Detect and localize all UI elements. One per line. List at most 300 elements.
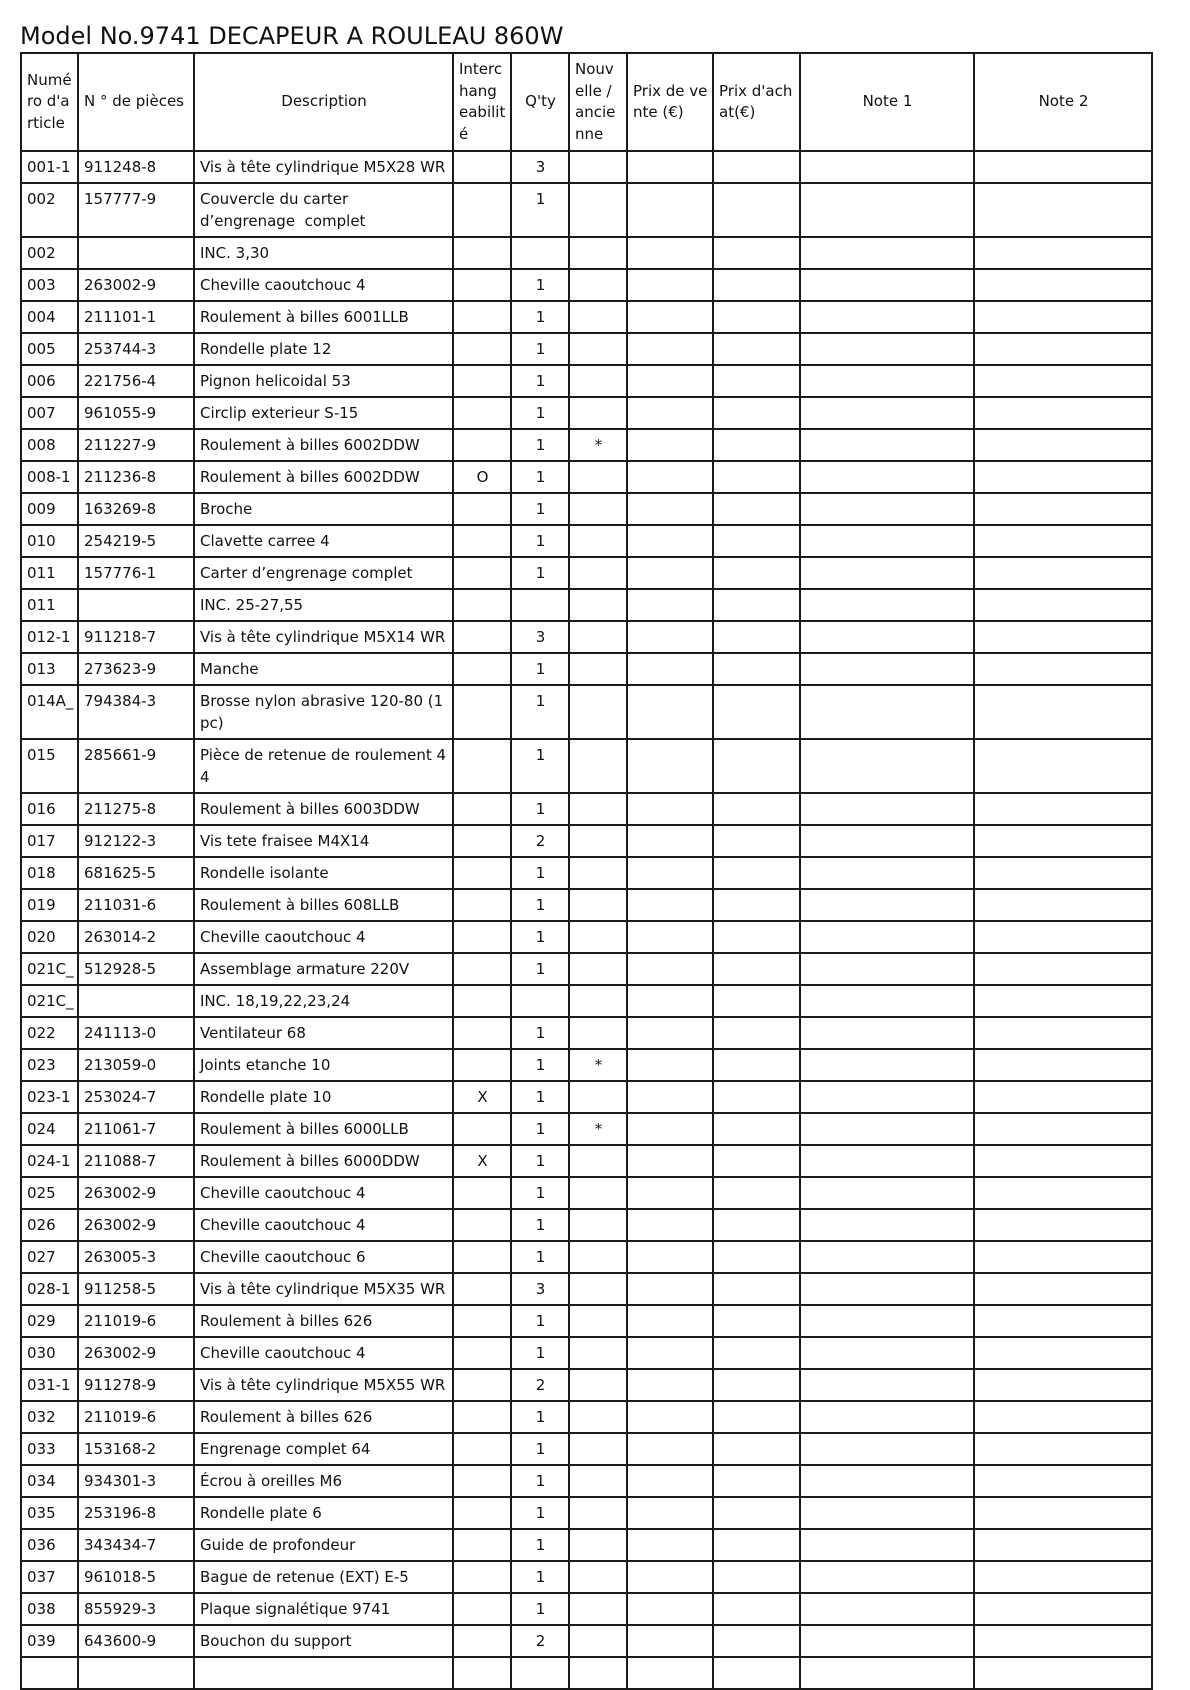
cell-interchangeability: X	[453, 1145, 511, 1177]
cell-description: Rondelle isolante	[194, 857, 453, 889]
cell-qty: 1	[511, 1049, 569, 1081]
cell-note2	[974, 653, 1152, 685]
cell-note1	[800, 1465, 974, 1497]
cell-description: Vis à tête cylindrique M5X28 WR	[194, 151, 453, 183]
cell-purchase-price	[713, 1273, 800, 1305]
cell-purchase-price	[713, 889, 800, 921]
cell-note1	[800, 333, 974, 365]
cell-description: Vis à tête cylindrique M5X55 WR	[194, 1369, 453, 1401]
cell-sale-price	[627, 825, 713, 857]
cell-note2	[974, 1273, 1152, 1305]
cell-part-no: 211061-7	[78, 1113, 194, 1145]
cell-article: 001-1	[21, 151, 78, 183]
cell-part-no: 855929-3	[78, 1593, 194, 1625]
table-row	[21, 985, 1152, 1017]
cell-sale-price	[627, 621, 713, 653]
cell-note2	[974, 1401, 1152, 1433]
cell-purchase-price	[713, 557, 800, 589]
cell-interchangeability	[453, 301, 511, 333]
cell-description: Manche	[194, 653, 453, 685]
cell-note2	[974, 301, 1152, 333]
cell-description: Bague de retenue (EXT) E-5	[194, 1561, 453, 1593]
cell-qty: 1	[511, 1401, 569, 1433]
cell-sale-price	[627, 985, 713, 1017]
cell-part-no: 211031-6	[78, 889, 194, 921]
cell-interchangeability	[453, 333, 511, 365]
cell-article: 025	[21, 1177, 78, 1209]
cell-purchase-price	[713, 825, 800, 857]
cell-note2	[974, 889, 1152, 921]
cell-new-old	[569, 269, 627, 301]
cell-new-old	[569, 397, 627, 429]
header-article: Numé ro d'a rticle	[21, 53, 78, 151]
cell-part-no: 285661-9	[78, 739, 194, 793]
cell-description: Couvercle du carter d’engrenage complet	[194, 183, 453, 237]
cell-sale-price	[627, 1529, 713, 1561]
cell-sale-price	[627, 429, 713, 461]
cell-qty: 1	[511, 1177, 569, 1209]
table-row	[21, 589, 1152, 621]
table-row	[21, 183, 1152, 237]
cell-description: Guide de profondeur	[194, 1529, 453, 1561]
cell-sale-price	[627, 953, 713, 985]
cell-sale-price	[627, 1081, 713, 1113]
cell-purchase-price	[713, 793, 800, 825]
cell-interchangeability	[453, 1465, 511, 1497]
table-row	[21, 365, 1152, 397]
cell-note2	[974, 365, 1152, 397]
cell-note1	[800, 589, 974, 621]
cell-sale-price	[627, 1625, 713, 1657]
cell-qty: 1	[511, 953, 569, 985]
cell-purchase-price	[713, 1465, 800, 1497]
header-purchase-price: Prix d'ach at(€)	[713, 53, 800, 151]
cell-part-no: 263005-3	[78, 1241, 194, 1273]
cell-new-old	[569, 793, 627, 825]
cell-article: 013	[21, 653, 78, 685]
cell-note2	[974, 429, 1152, 461]
table-row	[21, 1081, 1152, 1113]
cell-description: Circlip exterieur S-15	[194, 397, 453, 429]
cell-description: INC. 3,30	[194, 237, 453, 269]
cell-new-old	[569, 461, 627, 493]
table-row	[21, 151, 1152, 183]
cell-qty: 1	[511, 1465, 569, 1497]
cell-sale-price	[627, 365, 713, 397]
cell-purchase-price	[713, 653, 800, 685]
cell-part-no: 934301-3	[78, 1465, 194, 1497]
cell-purchase-price	[713, 1177, 800, 1209]
cell-purchase-price	[713, 1145, 800, 1177]
cell-sale-price	[627, 151, 713, 183]
cell-purchase-price	[713, 269, 800, 301]
cell-note1	[800, 525, 974, 557]
cell-new-old	[569, 1433, 627, 1465]
document-title: Model No.9741 DECAPEUR A ROULEAU 860W	[20, 22, 564, 50]
cell-part-no: 211088-7	[78, 1145, 194, 1177]
cell-description: Carter d’engrenage complet	[194, 557, 453, 589]
cell-purchase-price	[713, 493, 800, 525]
table-row	[21, 1497, 1152, 1529]
cell-interchangeability	[453, 557, 511, 589]
cell-part-no: 211019-6	[78, 1305, 194, 1337]
cell-description: Roulement à billes 6001LLB	[194, 301, 453, 333]
cell-article: 014A_	[21, 685, 78, 739]
cell-qty: 1	[511, 397, 569, 429]
cell-interchangeability	[453, 397, 511, 429]
cell-purchase-price	[713, 1401, 800, 1433]
cell-interchangeability	[453, 269, 511, 301]
cell-note2	[974, 1625, 1152, 1657]
cell-note1	[800, 1081, 974, 1113]
cell-purchase-price	[713, 1305, 800, 1337]
cell-sale-price	[627, 301, 713, 333]
table-row	[21, 1241, 1152, 1273]
cell-note1	[800, 793, 974, 825]
cell-sale-price	[627, 1017, 713, 1049]
cell-note1	[800, 365, 974, 397]
cell-sale-price	[627, 269, 713, 301]
cell-interchangeability	[453, 1209, 511, 1241]
cell-new-old	[569, 493, 627, 525]
cell-note2	[974, 1241, 1152, 1273]
cell-description: INC. 25-27,55	[194, 589, 453, 621]
cell-interchangeability	[453, 1049, 511, 1081]
cell-note1	[800, 1273, 974, 1305]
cell-new-old	[569, 921, 627, 953]
cell-interchangeability	[453, 1529, 511, 1561]
cell-purchase-price	[713, 461, 800, 493]
cell-note1	[800, 397, 974, 429]
cell-article: 002	[21, 237, 78, 269]
cell-new-old	[569, 1625, 627, 1657]
cell-note2	[974, 589, 1152, 621]
cell-new-old	[569, 1497, 627, 1529]
cell-note1	[800, 1337, 974, 1369]
cell-sale-price	[627, 1145, 713, 1177]
cell-article: 005	[21, 333, 78, 365]
cell-note1	[800, 151, 974, 183]
cell-note2	[974, 1593, 1152, 1625]
cell-article: 036	[21, 1529, 78, 1561]
cell-description: Pièce de retenue de roulement 4 4	[194, 739, 453, 793]
cell-new-old	[569, 1241, 627, 1273]
cell-interchangeability	[453, 1241, 511, 1273]
cell-interchangeability	[453, 183, 511, 237]
cell-article: 007	[21, 397, 78, 429]
cell-note2	[974, 1561, 1152, 1593]
cell-part-no: 911248-8	[78, 151, 194, 183]
cell-qty: 1	[511, 1561, 569, 1593]
cell-article: 035	[21, 1497, 78, 1529]
cell-part-no: 263002-9	[78, 1209, 194, 1241]
cell-note2	[974, 183, 1152, 237]
cell-part-no: 263014-2	[78, 921, 194, 953]
cell-description: Cheville caoutchouc 4	[194, 921, 453, 953]
cell-note1	[800, 1241, 974, 1273]
cell-interchangeability	[453, 151, 511, 183]
cell-note1	[800, 1113, 974, 1145]
cell-interchangeability	[453, 921, 511, 953]
cell-part-no: 211236-8	[78, 461, 194, 493]
cell-note2	[974, 269, 1152, 301]
cell-note1	[800, 1625, 974, 1657]
cell-interchangeability	[453, 1561, 511, 1593]
cell-part-no: 961055-9	[78, 397, 194, 429]
cell-part-no: 681625-5	[78, 857, 194, 889]
cell-interchangeability	[453, 793, 511, 825]
cell-note2	[974, 1369, 1152, 1401]
cell-qty: 1	[511, 269, 569, 301]
table-row	[21, 1465, 1152, 1497]
cell-new-old	[569, 889, 627, 921]
table-row	[21, 1625, 1152, 1657]
cell-description: Clavette carree 4	[194, 525, 453, 557]
cell-part-no: 912122-3	[78, 825, 194, 857]
cell-note1	[800, 857, 974, 889]
header-qty: Q'ty	[511, 53, 569, 151]
cell-note1	[800, 739, 974, 793]
cell-note2	[974, 621, 1152, 653]
table-row	[21, 1529, 1152, 1561]
cell-part-no	[78, 985, 194, 1017]
header-part-no: N ° de pièces	[78, 53, 194, 151]
cell-empty	[511, 1657, 569, 1689]
cell-note2	[974, 685, 1152, 739]
cell-article: 021C_	[21, 985, 78, 1017]
cell-article: 031-1	[21, 1369, 78, 1401]
cell-empty	[713, 1657, 800, 1689]
cell-note2	[974, 1497, 1152, 1529]
cell-description: Roulement à billes 6000DDW	[194, 1145, 453, 1177]
cell-description: Cheville caoutchouc 4	[194, 1177, 453, 1209]
cell-qty: 1	[511, 739, 569, 793]
cell-empty	[78, 1657, 194, 1689]
table-row	[21, 237, 1152, 269]
cell-note2	[974, 1209, 1152, 1241]
table-row	[21, 621, 1152, 653]
cell-note1	[800, 1145, 974, 1177]
cell-interchangeability	[453, 953, 511, 985]
cell-qty: 1	[511, 1113, 569, 1145]
cell-article: 008	[21, 429, 78, 461]
cell-sale-price	[627, 889, 713, 921]
cell-new-old	[569, 1305, 627, 1337]
cell-purchase-price	[713, 1081, 800, 1113]
cell-description: Roulement à billes 626	[194, 1401, 453, 1433]
cell-note1	[800, 269, 974, 301]
cell-interchangeability	[453, 365, 511, 397]
cell-interchangeability: X	[453, 1081, 511, 1113]
cell-note1	[800, 889, 974, 921]
cell-sale-price	[627, 1113, 713, 1145]
cell-article: 020	[21, 921, 78, 953]
cell-qty	[511, 237, 569, 269]
cell-purchase-price	[713, 333, 800, 365]
cell-sale-price	[627, 739, 713, 793]
cell-note2	[974, 461, 1152, 493]
cell-article: 023	[21, 1049, 78, 1081]
cell-note2	[974, 1145, 1152, 1177]
cell-description: Vis à tête cylindrique M5X14 WR	[194, 621, 453, 653]
cell-note1	[800, 1401, 974, 1433]
cell-article: 023-1	[21, 1081, 78, 1113]
cell-note1	[800, 825, 974, 857]
cell-purchase-price	[713, 1369, 800, 1401]
cell-new-old	[569, 685, 627, 739]
cell-new-old	[569, 589, 627, 621]
cell-article: 037	[21, 1561, 78, 1593]
cell-interchangeability	[453, 985, 511, 1017]
header-note1: Note 1	[800, 53, 974, 151]
cell-qty: 1	[511, 1081, 569, 1113]
cell-note2	[974, 985, 1152, 1017]
cell-qty: 1	[511, 525, 569, 557]
cell-note2	[974, 921, 1152, 953]
cell-article: 015	[21, 739, 78, 793]
cell-note1	[800, 557, 974, 589]
cell-qty: 1	[511, 1497, 569, 1529]
cell-sale-price	[627, 857, 713, 889]
cell-note1	[800, 301, 974, 333]
cell-sale-price	[627, 1305, 713, 1337]
cell-article: 004	[21, 301, 78, 333]
cell-note2	[974, 151, 1152, 183]
cell-qty: 1	[511, 183, 569, 237]
cell-note2	[974, 1337, 1152, 1369]
cell-qty: 3	[511, 621, 569, 653]
cell-empty	[21, 1657, 78, 1689]
cell-description: Roulement à billes 6003DDW	[194, 793, 453, 825]
cell-article: 024	[21, 1113, 78, 1145]
cell-qty: 2	[511, 825, 569, 857]
cell-description: Roulement à billes 6000LLB	[194, 1113, 453, 1145]
cell-interchangeability: O	[453, 461, 511, 493]
table-row	[21, 1337, 1152, 1369]
cell-note1	[800, 1529, 974, 1561]
cell-purchase-price	[713, 397, 800, 429]
cell-new-old	[569, 525, 627, 557]
cell-sale-price	[627, 1561, 713, 1593]
cell-purchase-price	[713, 985, 800, 1017]
cell-purchase-price	[713, 1433, 800, 1465]
table-row	[21, 1209, 1152, 1241]
cell-qty: 2	[511, 1625, 569, 1657]
cell-article: 033	[21, 1433, 78, 1465]
cell-note2	[974, 1433, 1152, 1465]
cell-part-no: 643600-9	[78, 1625, 194, 1657]
cell-sale-price	[627, 557, 713, 589]
cell-purchase-price	[713, 301, 800, 333]
cell-empty	[974, 1657, 1152, 1689]
cell-article: 011	[21, 589, 78, 621]
cell-purchase-price	[713, 1593, 800, 1625]
cell-part-no: 343434-7	[78, 1529, 194, 1561]
cell-article: 021C_	[21, 953, 78, 985]
cell-part-no: 794384-3	[78, 685, 194, 739]
cell-new-old	[569, 1081, 627, 1113]
cell-note1	[800, 685, 974, 739]
cell-sale-price	[627, 493, 713, 525]
cell-description: Bouchon du support	[194, 1625, 453, 1657]
table-row	[21, 269, 1152, 301]
cell-purchase-price	[713, 151, 800, 183]
cell-note1	[800, 183, 974, 237]
cell-sale-price	[627, 183, 713, 237]
cell-new-old: *	[569, 1113, 627, 1145]
cell-new-old	[569, 365, 627, 397]
cell-note2	[974, 1081, 1152, 1113]
cell-new-old	[569, 825, 627, 857]
cell-part-no: 263002-9	[78, 269, 194, 301]
cell-part-no: 961018-5	[78, 1561, 194, 1593]
table-row	[21, 1113, 1152, 1145]
cell-sale-price	[627, 1209, 713, 1241]
cell-part-no: 273623-9	[78, 653, 194, 685]
cell-new-old	[569, 1369, 627, 1401]
cell-qty: 1	[511, 1241, 569, 1273]
cell-description: Roulement à billes 626	[194, 1305, 453, 1337]
cell-interchangeability	[453, 525, 511, 557]
cell-part-no: 263002-9	[78, 1337, 194, 1369]
table-row	[21, 1561, 1152, 1593]
cell-part-no: 221756-4	[78, 365, 194, 397]
cell-interchangeability	[453, 889, 511, 921]
cell-description: Joints etanche 10	[194, 1049, 453, 1081]
cell-sale-price	[627, 1369, 713, 1401]
cell-note1	[800, 1593, 974, 1625]
cell-new-old	[569, 557, 627, 589]
cell-part-no: 911258-5	[78, 1273, 194, 1305]
cell-new-old	[569, 1337, 627, 1369]
cell-new-old	[569, 333, 627, 365]
cell-description: Cheville caoutchouc 6	[194, 1241, 453, 1273]
cell-interchangeability	[453, 1625, 511, 1657]
header-row	[21, 53, 1152, 151]
header-interchangeability: Interc hang eabilit é	[453, 53, 511, 151]
cell-sale-price	[627, 1049, 713, 1081]
cell-interchangeability	[453, 1593, 511, 1625]
cell-part-no: 213059-0	[78, 1049, 194, 1081]
cell-description: Brosse nylon abrasive 120-80 (1 pc)	[194, 685, 453, 739]
table-row	[21, 653, 1152, 685]
cell-article: 030	[21, 1337, 78, 1369]
header-sale-price: Prix de ve nte (€)	[627, 53, 713, 151]
cell-qty: 1	[511, 1209, 569, 1241]
cell-part-no: 253024-7	[78, 1081, 194, 1113]
cell-purchase-price	[713, 1625, 800, 1657]
cell-interchangeability	[453, 1369, 511, 1401]
cell-article: 027	[21, 1241, 78, 1273]
cell-qty: 1	[511, 685, 569, 739]
cell-sale-price	[627, 589, 713, 621]
cell-description: Vis à tête cylindrique M5X35 WR	[194, 1273, 453, 1305]
cell-article: 032	[21, 1401, 78, 1433]
table-row	[21, 461, 1152, 493]
cell-purchase-price	[713, 1017, 800, 1049]
table-row	[21, 1305, 1152, 1337]
parts-table	[20, 52, 1153, 1690]
cell-sale-price	[627, 793, 713, 825]
table-row	[21, 301, 1152, 333]
table-row	[21, 1593, 1152, 1625]
cell-sale-price	[627, 1465, 713, 1497]
cell-purchase-price	[713, 857, 800, 889]
cell-sale-price	[627, 685, 713, 739]
cell-note1	[800, 1369, 974, 1401]
cell-note1	[800, 1305, 974, 1337]
cell-part-no: 211019-6	[78, 1401, 194, 1433]
